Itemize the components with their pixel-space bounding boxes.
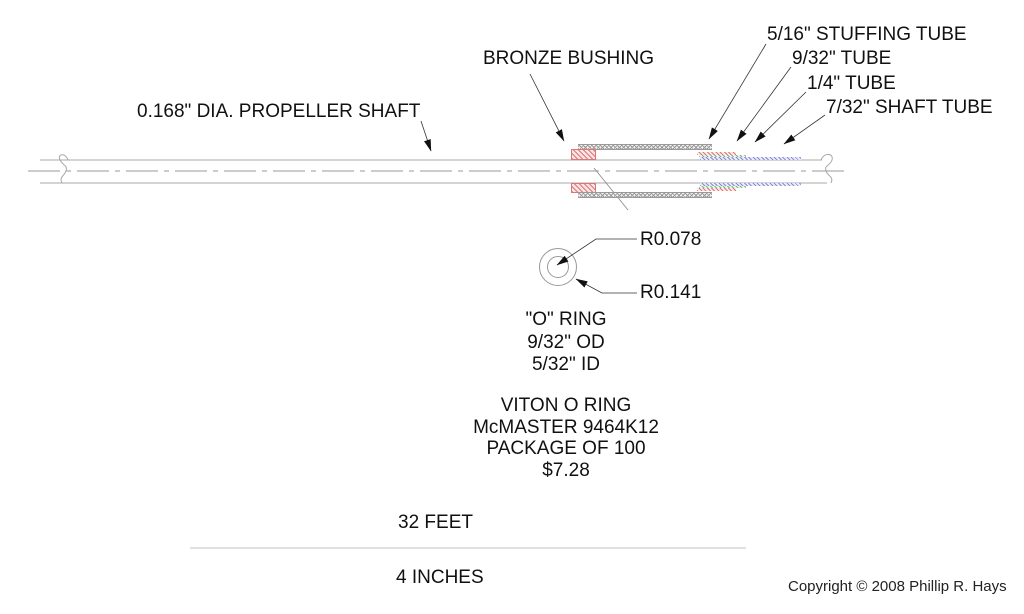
oring-spec-line: "O" RING — [525, 309, 607, 330]
oring-spec-line: 5/32" ID — [531, 354, 600, 375]
oring-outer-radius-label: R0.141 — [640, 282, 702, 303]
scale-feet-label: 32 FEET — [398, 512, 473, 533]
copyright-notice: Copyright © 2008 Phillip R. Hays — [788, 578, 1007, 595]
bronze-bushing-top — [571, 149, 596, 160]
oring-spec-line: 9/32" OD — [527, 331, 605, 353]
tube-1-4-leader — [755, 92, 806, 142]
purchase-line: McMASTER 9464K12 — [473, 416, 659, 438]
stuffing-tube-hatch-top — [578, 144, 712, 150]
tube-1-4-label: 1/4" TUBE — [807, 73, 896, 94]
oring-location-line — [594, 168, 628, 210]
propeller-shaft-leader — [421, 121, 431, 151]
shaft-break-right — [821, 154, 832, 183]
stuffing-tube-hatch-bottom — [578, 192, 712, 198]
purchase-line: PACKAGE OF 100 — [486, 438, 646, 459]
tube-9-32-label: 9/32" TUBE — [792, 48, 892, 69]
shaft-break-left — [59, 155, 68, 183]
purchase-info — [441, 395, 691, 481]
shaft-tube-label: 7/32" SHAFT TUBE — [826, 97, 993, 118]
bronze-bushing-label: BRONZE BUSHING — [483, 48, 655, 69]
shaft-tube-leader — [784, 115, 825, 144]
stuffing-tube-label: 5/16" STUFFING TUBE — [767, 24, 967, 45]
oring-outer-radius-leader — [576, 279, 637, 293]
scale-inches-label: 4 INCHES — [396, 567, 484, 588]
oring-outer-circle — [540, 249, 577, 286]
oring-inner-radius-label: R0.078 — [640, 229, 702, 250]
tube-9-32-hatch-bottom — [697, 188, 736, 191]
propeller-shaft-label: 0.168" DIA. PROPELLER SHAFT — [137, 101, 421, 122]
purchase-line: VITON O RING — [500, 395, 632, 416]
purchase-line: $7.28 — [542, 459, 590, 481]
oring-spec — [466, 309, 666, 377]
stuffing-tube-leader — [709, 44, 766, 139]
bronze-bushing-leader — [530, 74, 564, 141]
shaft-tube-hatch-top — [700, 157, 801, 160]
